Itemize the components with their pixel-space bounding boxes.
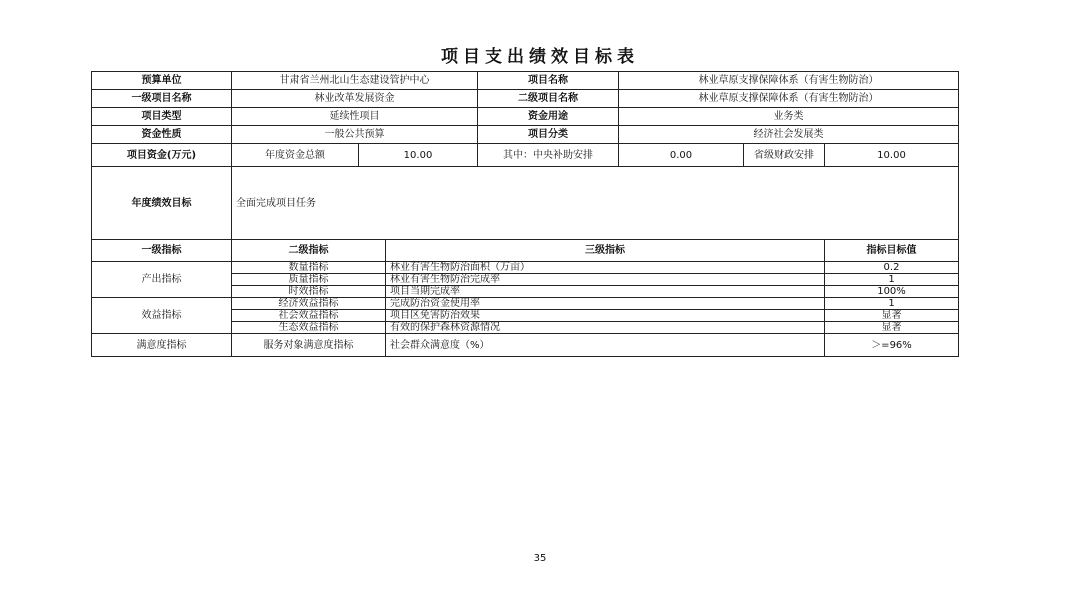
project-name-value: 林业草原支撑保障体系（有害生物防治） [619, 72, 959, 90]
target-cell: 0.2 [825, 262, 959, 274]
fund-nature-value: 一般公共预算 [232, 126, 478, 144]
central-subsidy-label: 其中：中央补助安排 [478, 144, 619, 167]
target-cell: 显著 [825, 322, 959, 334]
level3-cell: 项目当期完成率 [386, 286, 825, 298]
target-cell: 显著 [825, 310, 959, 322]
fund-use-value: 业务类 [619, 108, 959, 126]
central-subsidy-value: 0.00 [619, 144, 744, 167]
level3-cell: 完成防治资金使用率 [386, 298, 825, 310]
info-row-annual-goal [92, 167, 959, 240]
indicator-row [92, 334, 959, 357]
level2-cell: 时效指标 [232, 286, 386, 298]
budget-unit-value: 甘肃省兰州北山生态建设管护中心 [232, 72, 478, 90]
level1-name-value: 林业改革发展资金 [232, 90, 478, 108]
info-row-level1-name [92, 90, 959, 108]
project-name-label: 项目名称 [478, 72, 619, 90]
level3-cell: 有效的保护森林资源情况 [386, 322, 825, 334]
level1-name-label: 一级项目名称 [92, 90, 232, 108]
level3-cell: 社会群众满意度（%） [386, 334, 825, 357]
info-row-project-type [92, 108, 959, 126]
annual-total-label: 年度资金总额 [232, 144, 359, 167]
project-class-value: 经济社会发展类 [619, 126, 959, 144]
level2-cell: 生态效益指标 [232, 322, 386, 334]
page-number: 35 [533, 553, 547, 564]
header-level1: 一级指标 [92, 240, 232, 262]
indicator-header-row [92, 240, 959, 262]
level1-satisfaction: 满意度指标 [92, 334, 232, 357]
performance-goal-table [91, 71, 959, 357]
project-type-value: 延续性项目 [232, 108, 478, 126]
level3-cell: 林业有害生物防治面积（万亩） [386, 262, 825, 274]
level3-cell: 项目区免害防治效果 [386, 310, 825, 322]
level1-output: 产出指标 [92, 262, 232, 298]
page-title: 项目支出绩效目标表 [441, 47, 639, 67]
annual-total-value: 10.00 [359, 144, 478, 167]
level2-cell: 经济效益指标 [232, 298, 386, 310]
info-row-fund-nature [92, 126, 959, 144]
info-row-funds [92, 144, 959, 167]
level1-benefit: 效益指标 [92, 298, 232, 334]
annual-goal-label: 年度绩效目标 [92, 167, 232, 240]
provincial-value: 10.00 [825, 144, 959, 167]
header-target: 指标目标值 [825, 240, 959, 262]
level2-cell: 服务对象满意度指标 [232, 334, 386, 357]
fund-use-label: 资金用途 [478, 108, 619, 126]
level2-cell: 质量指标 [232, 274, 386, 286]
provincial-label: 省级财政安排 [744, 144, 825, 167]
level2-cell: 数量指标 [232, 262, 386, 274]
project-class-label: 项目分类 [478, 126, 619, 144]
level3-cell: 林业有害生物防治完成率 [386, 274, 825, 286]
level2-cell: 社会效益指标 [232, 310, 386, 322]
budget-unit-label: 预算单位 [92, 72, 232, 90]
indicator-row [92, 262, 959, 274]
header-level3: 三级指标 [386, 240, 825, 262]
header-level2: 二级指标 [232, 240, 386, 262]
annual-goal-value: 全面完成项目任务 [232, 167, 959, 240]
level2-name-label: 二级项目名称 [478, 90, 619, 108]
indicator-row [92, 298, 959, 310]
target-cell: 1 [825, 274, 959, 286]
target-cell: 100% [825, 286, 959, 298]
info-row-budget-unit [92, 72, 959, 90]
fund-nature-label: 资金性质 [92, 126, 232, 144]
target-cell: ＞=96% [825, 334, 959, 357]
level2-name-value: 林业草原支撑保障体系（有害生物防治） [619, 90, 959, 108]
funds-label: 项目资金(万元) [92, 144, 232, 167]
project-type-label: 项目类型 [92, 108, 232, 126]
target-cell: 1 [825, 298, 959, 310]
